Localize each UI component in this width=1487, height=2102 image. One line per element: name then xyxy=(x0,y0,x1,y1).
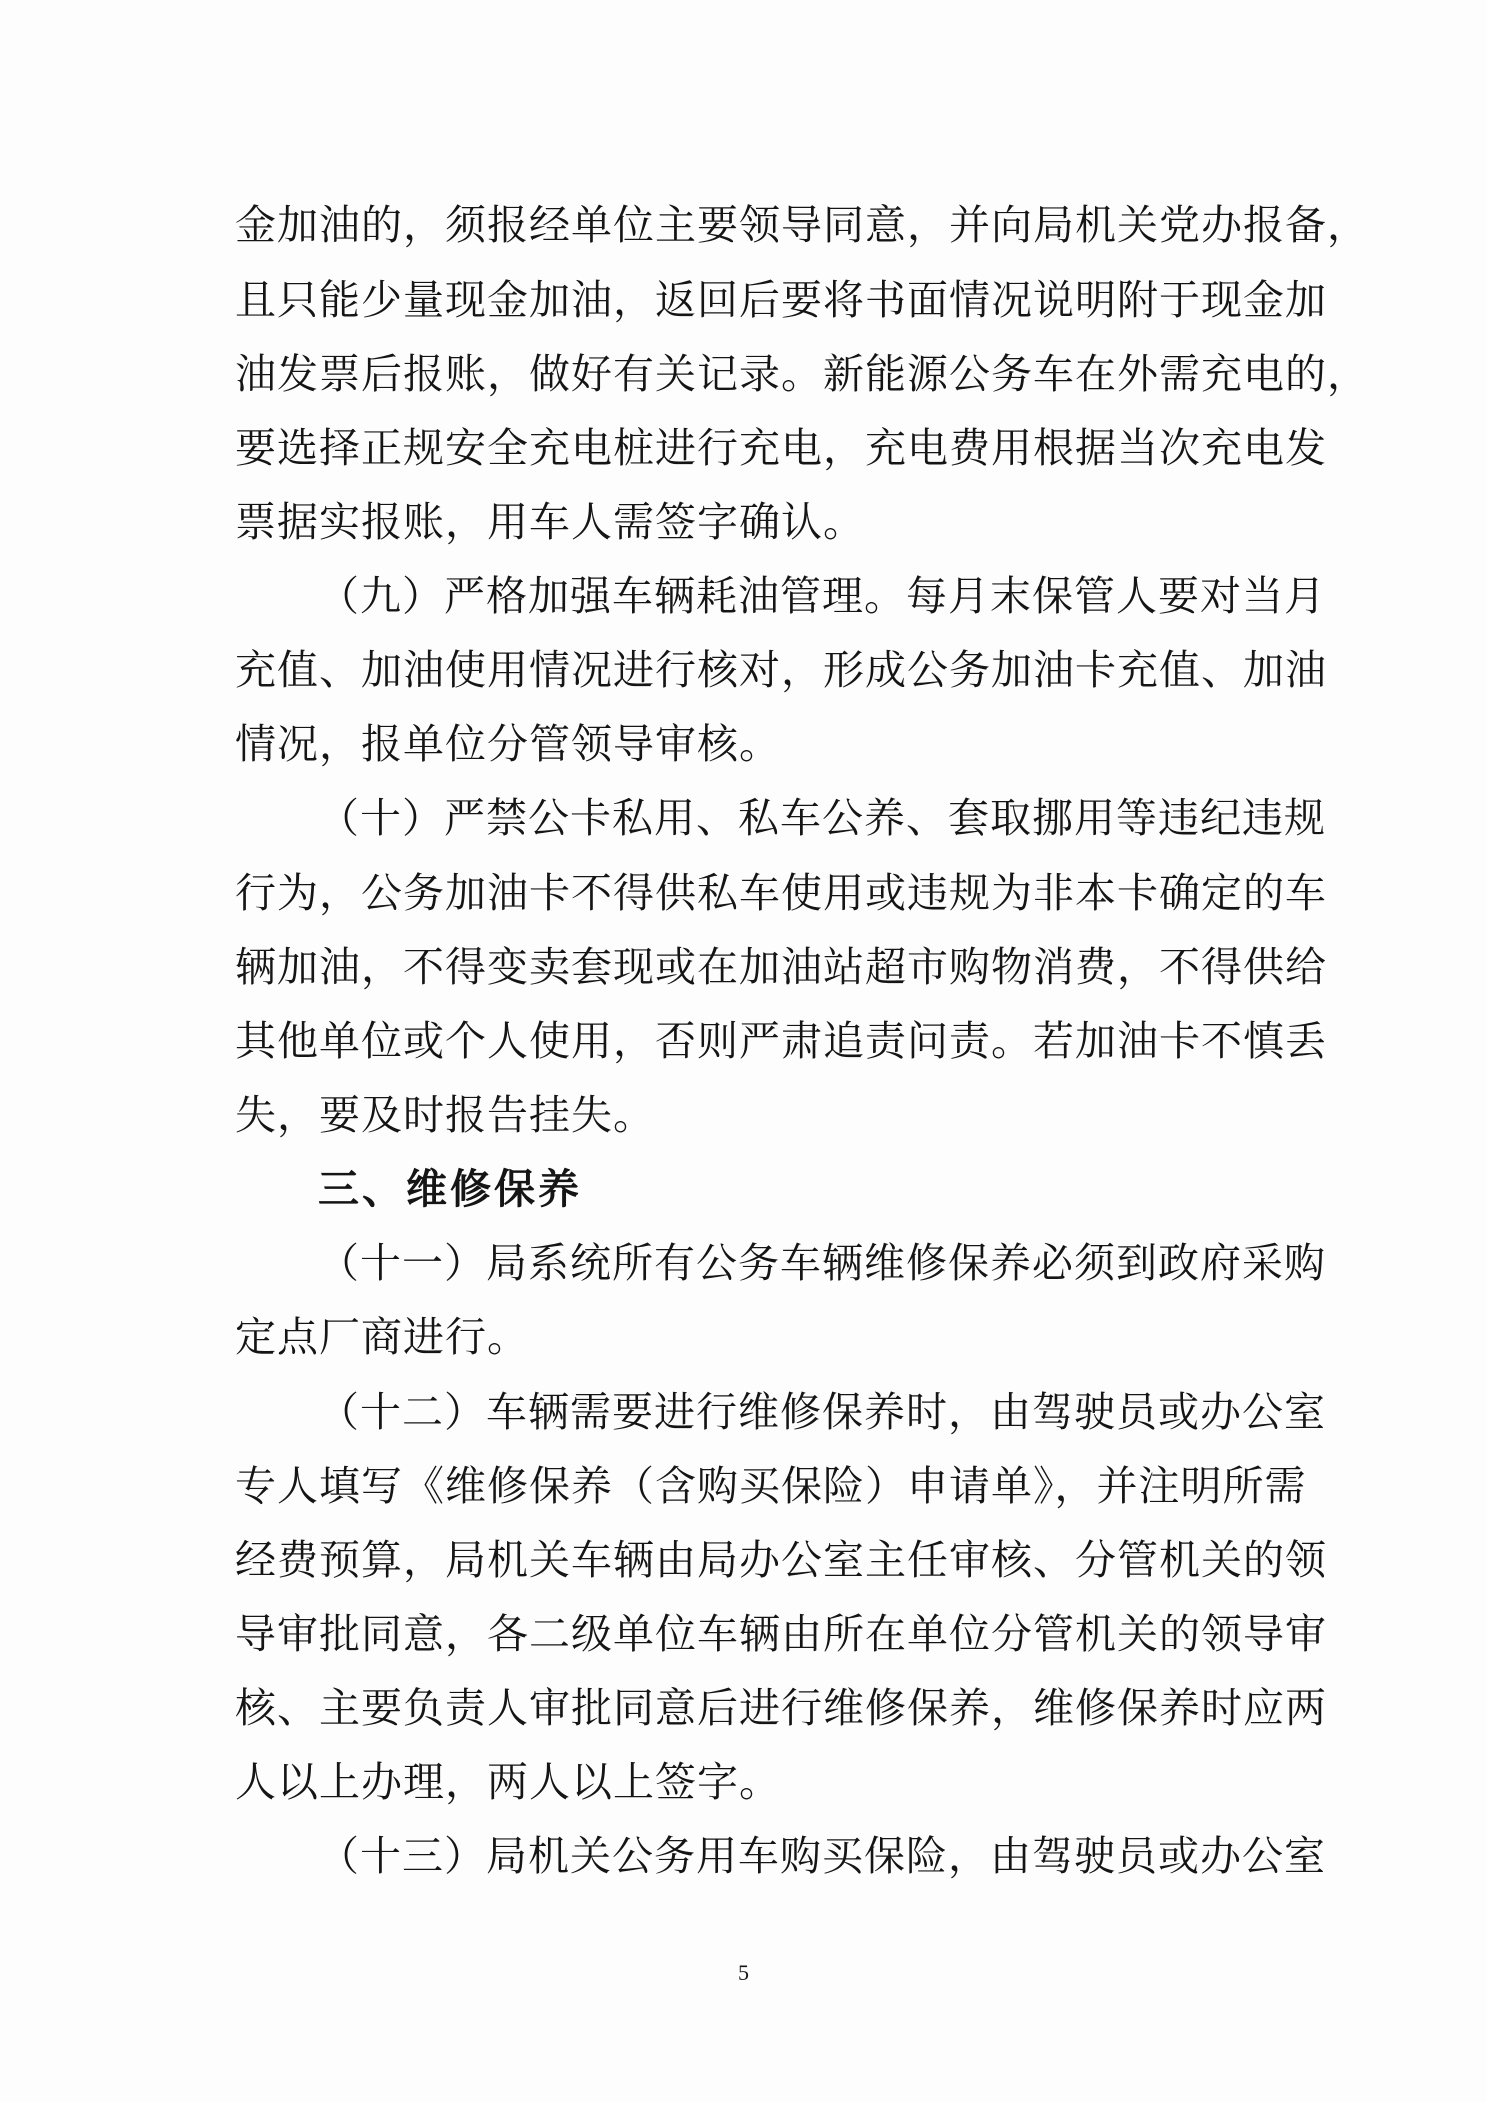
body-text-line: 金加油的，须报经单位主要领导同意，并向局机关党办报备， xyxy=(235,201,1369,249)
body-text-line: 导审批同意，各二级单位车辆由所在单位分管机关的领导审 xyxy=(235,1610,1327,1658)
page-number: 5 xyxy=(738,1960,749,1985)
body-text-line: 且只能少量现金加油，返回后要将书面情况说明附于现金加 xyxy=(235,276,1327,324)
body-text-line: 经费预算，局机关车辆由局办公室主任审核、分管机关的领 xyxy=(235,1536,1327,1584)
body-text-line: 其他单位或个人使用，否则严肃追责问责。若加油卡不慎丢 xyxy=(235,1017,1327,1065)
paragraph-twelve-first-line: （十二）车辆需要进行维修保养时，由驾驶员或办公室 xyxy=(318,1388,1326,1436)
body-text-line: 情况，报单位分管领导审核。 xyxy=(235,720,781,768)
body-text-line: 充值、加油使用情况进行核对，形成公务加油卡充值、加油 xyxy=(235,646,1327,694)
body-text-line: 票据实报账，用车人需签字确认。 xyxy=(235,498,865,546)
body-text-line: 辆加油，不得变卖套现或在加油站超市购物消费，不得供给 xyxy=(235,943,1327,991)
paragraph-ten-first-line: （十）严禁公卡私用、私车公养、套取挪用等违纪违规 xyxy=(318,794,1326,842)
body-text-line: 油发票后报账，做好有关记录。新能源公务车在外需充电的， xyxy=(235,350,1369,398)
paragraph-nine-first-line: （九）严格加强车辆耗油管理。每月末保管人要对当月 xyxy=(318,572,1326,620)
section-heading: 三、维修保养 xyxy=(318,1165,582,1213)
body-text-line: 定点厂商进行。 xyxy=(235,1313,529,1361)
paragraph-thirteen-first-line: （十三）局机关公务用车购买保险，由驾驶员或办公室 xyxy=(318,1832,1326,1880)
body-text-line: 人以上办理，两人以上签字。 xyxy=(235,1758,781,1806)
body-text-line: 专人填写《维修保养（含购买保险）申请单》，并注明所需 xyxy=(235,1462,1307,1510)
body-text-line: 失，要及时报告挂失。 xyxy=(235,1091,655,1139)
body-text-line: 核、主要负责人审批同意后进行维修保养，维修保养时应两 xyxy=(235,1684,1327,1732)
body-text-line: 要选择正规安全充电桩进行充电，充电费用根据当次充电发 xyxy=(235,424,1327,472)
paragraph-eleven-first-line: （十一）局系统所有公务车辆维修保养必须到政府采购 xyxy=(318,1239,1326,1287)
body-text-line: 行为，公务加油卡不得供私车使用或违规为非本卡确定的车 xyxy=(235,869,1327,917)
